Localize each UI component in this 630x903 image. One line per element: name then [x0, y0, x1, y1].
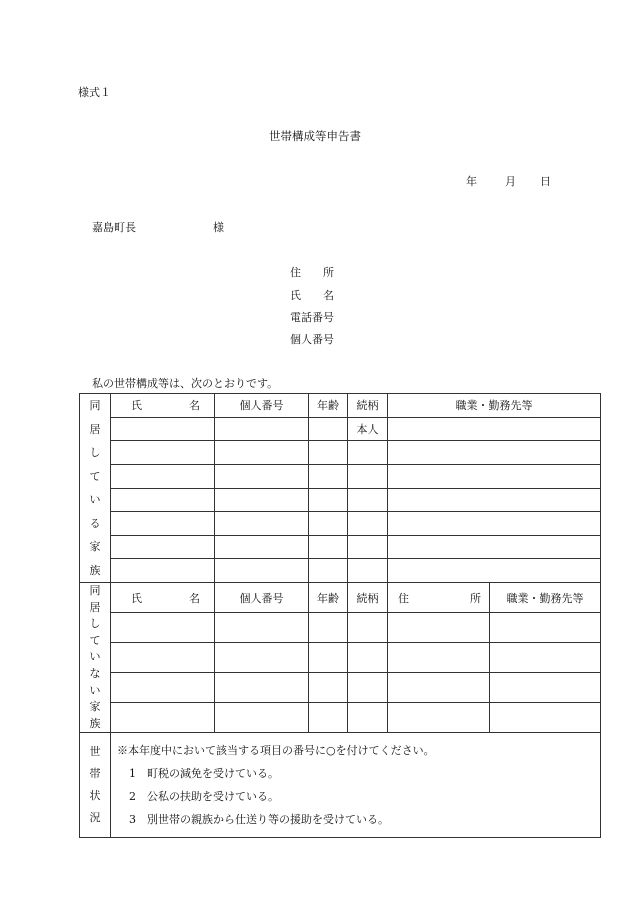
number-cell[interactable]	[215, 417, 309, 441]
field-address: 住 所	[290, 266, 334, 279]
relation-cell[interactable]	[348, 643, 388, 673]
age-cell[interactable]	[309, 559, 348, 583]
field-personal-number: 個人番号	[290, 333, 334, 346]
household-status-label: 世 帯 状 況	[80, 733, 111, 838]
occupation-cell[interactable]	[490, 643, 601, 673]
header-occupation: 職業・勤務先等	[490, 583, 601, 613]
name-cell[interactable]	[111, 559, 215, 583]
header-age: 年齢	[309, 394, 348, 418]
relation-cell[interactable]	[348, 535, 388, 559]
address-cell[interactable]	[388, 703, 490, 733]
number-cell[interactable]	[215, 535, 309, 559]
status-option-tax-reduction[interactable]: 1 町税の減免を受けている。	[129, 767, 279, 781]
cohabiting-section-label: 同 居 し て い る 家 族	[80, 394, 111, 583]
table-row	[80, 441, 601, 465]
occupation-cell[interactable]	[388, 512, 601, 536]
table-row	[80, 613, 601, 643]
header-name: 氏 名	[111, 583, 215, 613]
address-cell[interactable]	[388, 643, 490, 673]
addressee-name: 嘉島町長	[92, 221, 136, 234]
name-cell[interactable]	[111, 673, 215, 703]
age-cell[interactable]	[309, 673, 348, 703]
table-row	[80, 417, 601, 441]
address-cell[interactable]	[388, 673, 490, 703]
number-cell[interactable]	[215, 464, 309, 488]
relation-cell[interactable]	[348, 441, 388, 465]
name-cell[interactable]	[111, 441, 215, 465]
relation-cell[interactable]	[348, 613, 388, 643]
header-age: 年齢	[309, 583, 348, 613]
table-row	[80, 559, 601, 583]
name-cell[interactable]	[111, 417, 215, 441]
status-instruction: ※本年度中において該当する項目の番号に○を付けてください。	[117, 744, 435, 758]
occupation-cell[interactable]	[388, 535, 601, 559]
age-cell[interactable]	[309, 703, 348, 733]
name-cell[interactable]	[111, 512, 215, 536]
age-cell[interactable]	[309, 488, 348, 512]
relation-cell[interactable]	[348, 512, 388, 536]
header-address: 住 所	[388, 583, 490, 613]
table-row	[80, 703, 601, 733]
age-cell[interactable]	[309, 643, 348, 673]
name-cell[interactable]	[111, 643, 215, 673]
header-relation: 続柄	[348, 583, 388, 613]
number-cell[interactable]	[215, 512, 309, 536]
field-name: 氏 名	[290, 289, 334, 302]
occupation-cell[interactable]	[388, 559, 601, 583]
name-cell[interactable]	[111, 464, 215, 488]
table-row	[80, 535, 601, 559]
occupation-cell[interactable]	[388, 441, 601, 465]
name-cell[interactable]	[111, 703, 215, 733]
number-cell[interactable]	[215, 488, 309, 512]
number-cell[interactable]	[215, 673, 309, 703]
relation-cell[interactable]	[348, 703, 388, 733]
number-cell[interactable]	[215, 559, 309, 583]
name-cell[interactable]	[111, 488, 215, 512]
date-line	[0, 173, 630, 189]
occupation-cell[interactable]	[490, 613, 601, 643]
address-cell[interactable]	[388, 613, 490, 643]
age-cell[interactable]	[309, 512, 348, 536]
form-number: 様式１	[78, 86, 111, 99]
table-row	[80, 464, 601, 488]
relation-cell[interactable]	[348, 488, 388, 512]
intro-text: 私の世帯構成等は、次のとおりです。	[92, 377, 279, 390]
name-cell[interactable]	[111, 535, 215, 559]
age-cell[interactable]	[309, 535, 348, 559]
date-month: 月	[505, 175, 516, 188]
header-personal-number: 個人番号	[215, 394, 309, 418]
status-option-public-assistance[interactable]: 2 公私の扶助を受けている。	[129, 790, 279, 804]
date-day: 日	[540, 175, 551, 188]
header-occupation: 職業・勤務先等	[388, 394, 601, 418]
non-cohabiting-header-row	[80, 583, 601, 613]
addressee-honorific: 様	[213, 221, 224, 234]
header-personal-number: 個人番号	[215, 583, 309, 613]
table-row	[80, 488, 601, 512]
relation-cell[interactable]	[348, 464, 388, 488]
household-status-row	[80, 733, 601, 838]
household-status-content	[111, 733, 601, 838]
age-cell[interactable]	[309, 441, 348, 465]
age-cell[interactable]	[309, 417, 348, 441]
relation-self: 本人	[348, 417, 388, 441]
relation-cell[interactable]	[348, 673, 388, 703]
relation-cell[interactable]	[348, 559, 388, 583]
number-cell[interactable]	[215, 703, 309, 733]
occupation-cell[interactable]	[490, 673, 601, 703]
age-cell[interactable]	[309, 613, 348, 643]
name-cell[interactable]	[111, 613, 215, 643]
field-phone: 電話番号	[290, 311, 334, 324]
occupation-cell[interactable]	[388, 464, 601, 488]
occupation-cell[interactable]	[388, 488, 601, 512]
header-relation: 続柄	[348, 394, 388, 418]
header-name: 氏 名	[111, 394, 215, 418]
table-row	[80, 673, 601, 703]
occupation-cell[interactable]	[490, 703, 601, 733]
table-row	[80, 512, 601, 536]
status-option-family-support[interactable]: 3 別世帯の親族から仕送り等の援助を受けている。	[129, 813, 389, 827]
non-cohabiting-section-label: 同 居 し て い な い 家 族	[80, 583, 111, 733]
occupation-cell[interactable]	[388, 417, 601, 441]
number-cell[interactable]	[215, 613, 309, 643]
age-cell[interactable]	[309, 464, 348, 488]
household-table	[79, 393, 601, 838]
cohabiting-header-row	[80, 394, 601, 418]
date-year: 年	[466, 175, 477, 188]
document-title: 世帯構成等申告書	[269, 129, 361, 143]
number-cell[interactable]	[215, 643, 309, 673]
number-cell[interactable]	[215, 441, 309, 465]
table-row	[80, 643, 601, 673]
